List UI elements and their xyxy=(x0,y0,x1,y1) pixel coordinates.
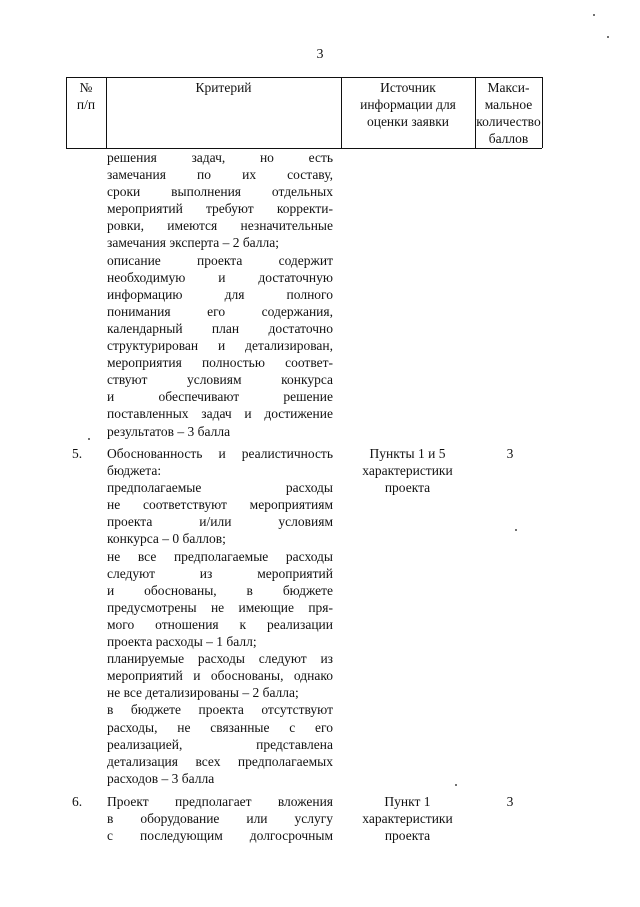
table-top-border xyxy=(66,77,542,78)
row-number: 5. xyxy=(72,446,83,461)
scan-speck xyxy=(607,36,609,38)
scan-speck xyxy=(593,14,595,16)
scan-speck xyxy=(515,529,517,531)
table-right-border xyxy=(542,77,543,148)
source-text: Пункт 1 характеристики проекта xyxy=(362,794,453,843)
max-score: 3 xyxy=(506,446,514,461)
scan-speck xyxy=(455,784,457,786)
header-max-score: Макси- мальное количество баллов xyxy=(476,80,541,146)
max-score: 3 xyxy=(506,794,514,809)
criterion-text: Проект предполагает вложения в оборудование или услугу с последующим долгосрочным xyxy=(107,794,333,844)
header-number: № п/п xyxy=(76,80,96,112)
header-criterion: Критерий xyxy=(195,80,252,95)
scan-speck xyxy=(88,438,90,440)
page-number: 3 xyxy=(316,47,324,62)
criterion-continuation: решения задач, но есть замечания по их составу, сроки выполнения отдельных мероприятий требуют корректи- ровки, имеются незначительные замечания эксперта – 2 балла; описание проекта содержит необходимую и достаточную информацию для полного понимания его содержания, календарный план достаточно структурирован и детализирован, мероприятия полностью соответ- ствуют условиям конкурса и обеспечивают решение поставленных задач и достижение результатов – 3 балла xyxy=(107,150,333,439)
source-text: Пункты 1 и 5 характеристики проекта xyxy=(362,446,453,495)
header-source: Источник информации для оценки заявки xyxy=(360,80,456,129)
criterion-text: Обоснованность и реалистичность бюджета: предполагаемые расходы не соответствуют мероприятиям проекта и/или условиям конкурса – 0 баллов; не все предполагаемые расходы следуют из мероприятий и обоснованы, в бюджете предусмотрены не имеющие пря- мого отношения к реализации проекта расходы – 1 балл; планируемые расходы следуют из мероприятий и обоснованы, однако не все детализированы – 2 балла; в бюджете проекта отсутствуют расходы, не связанные с его реализацией, представлена детализация всех предполагаемых расходов – 3 балла xyxy=(107,446,333,786)
row-number: 6. xyxy=(72,794,83,809)
